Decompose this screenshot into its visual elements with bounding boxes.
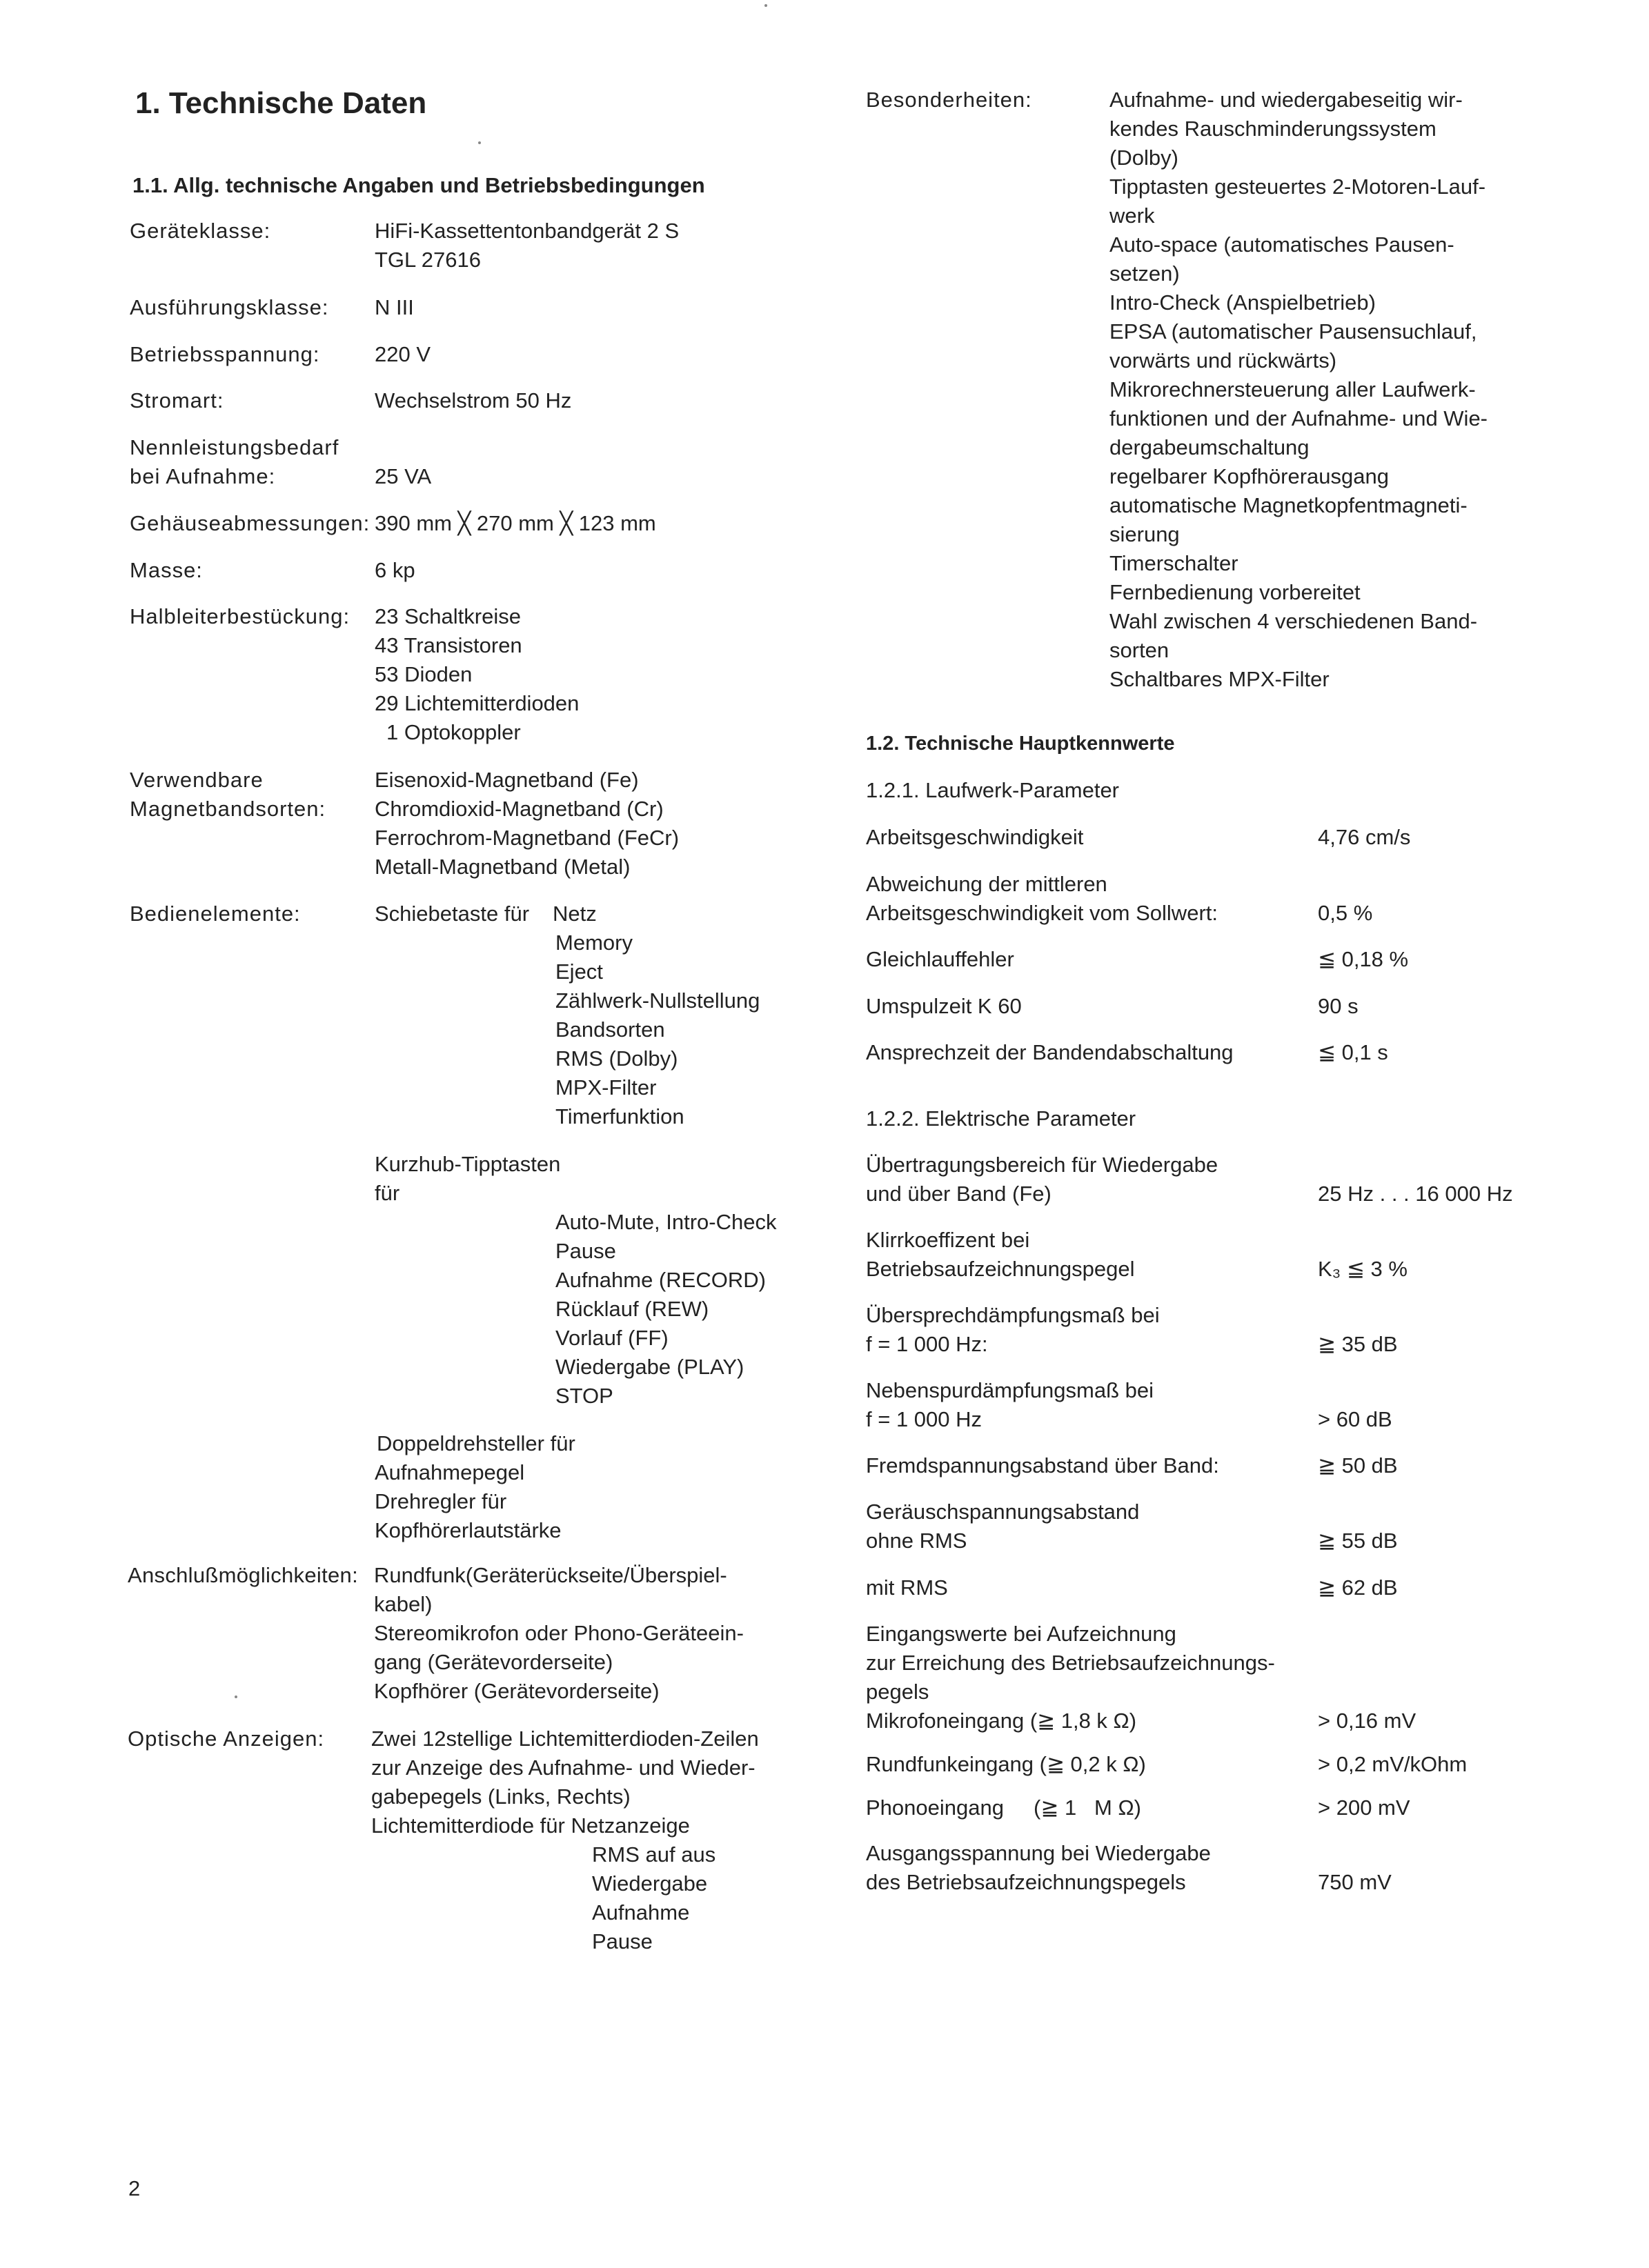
param-label: Ansprechzeit der Bandendabschaltung: [866, 1040, 1234, 1064]
spec-label: Anschlußmöglichkeiten:: [128, 1563, 358, 1587]
spec-label: Besonderheiten:: [866, 88, 1032, 112]
list-item: Bandsorten: [555, 1017, 665, 1042]
param-value: 4,76 cm/s: [1318, 825, 1411, 849]
param-label: Fremdspannungsabstand über Band:: [866, 1453, 1219, 1478]
param-label: Klirrkoeffizent bei: [866, 1228, 1030, 1252]
param-label: Rundfunkeingang (≧ 0,2 k Ω): [866, 1752, 1146, 1776]
feature-line: sorten: [1109, 638, 1169, 662]
spec-label: Verwendbare: [130, 768, 264, 792]
param-label: ohne RMS: [866, 1529, 967, 1553]
spec-value: Kopfhörer (Gerätevorderseite): [374, 1679, 660, 1703]
param-value: 0,5 %: [1318, 901, 1373, 925]
spec-value: Zwei 12stellige Lichtemitterdioden-Zeilen: [371, 1727, 759, 1751]
param-label: Arbeitsgeschwindigkeit vom Sollwert:: [866, 901, 1218, 925]
spec-value: N III: [375, 295, 414, 319]
spec-value: Ferrochrom-Magnetband (FeCr): [375, 826, 680, 850]
list-item: Auto-Mute, Intro-Check: [555, 1210, 777, 1234]
feature-line: funktionen und der Aufnahme- und Wie-: [1109, 406, 1488, 430]
param-value: K₃ ≦ 3 %: [1318, 1257, 1408, 1281]
spec-value: 25 VA: [375, 464, 432, 488]
spec-value: Chromdioxid-Magnetband (Cr): [375, 797, 664, 821]
scan-speck: [764, 4, 767, 7]
spec-label: Nennleistungsbedarf: [130, 435, 339, 459]
feature-line: kendes Rauschminderungssystem: [1109, 117, 1436, 141]
spec-value: 6 kp: [375, 558, 415, 582]
spec-value: Schiebetaste für: [375, 902, 530, 926]
param-label: Geräuschspannungsabstand: [866, 1500, 1140, 1524]
spec-value: TGL 27616: [375, 248, 481, 272]
list-item: Wiedergabe (PLAY): [555, 1355, 744, 1379]
feature-line: automatische Magnetkopfentmagneti-: [1109, 493, 1468, 517]
feature-line: regelbarer Kopfhörerausgang: [1109, 464, 1389, 488]
param-label: Betriebsaufzeichnungspegel: [866, 1257, 1135, 1281]
feature-line: Fernbedienung vorbereitet: [1109, 580, 1361, 604]
param-label: Phonoeingang (≧ 1 M Ω): [866, 1796, 1141, 1820]
subsection-heading: 1.2.2. Elektrische Parameter: [866, 1106, 1136, 1131]
param-value: > 0,16 mV: [1318, 1709, 1416, 1733]
param-value: > 60 dB: [1318, 1407, 1392, 1431]
param-label: und über Band (Fe): [866, 1182, 1051, 1206]
feature-line: werk: [1109, 203, 1155, 228]
spec-label: Stromart:: [130, 388, 224, 412]
list-item: Aufnahme: [592, 1900, 690, 1924]
param-label: f = 1 000 Hz: [866, 1407, 983, 1431]
feature-line: EPSA (automatischer Pausensuchlauf,: [1109, 319, 1477, 344]
spec-value: Kopfhörerlautstärke: [375, 1518, 562, 1542]
spec-label: Bedienelemente:: [130, 902, 301, 926]
page-number: 2: [128, 2176, 141, 2200]
param-value: ≧ 55 dB: [1318, 1529, 1398, 1553]
spec-value: Aufnahmepegel: [375, 1460, 525, 1484]
param-value: > 0,2 mV/kOhm: [1318, 1752, 1468, 1776]
param-label: Umspulzeit K 60: [866, 994, 1022, 1018]
list-item: Wiedergabe: [592, 1871, 708, 1896]
feature-line: (Dolby): [1109, 146, 1178, 170]
param-value: 25 Hz . . . 16 000 Hz: [1318, 1182, 1513, 1206]
spec-label: Magnetbandsorten:: [130, 797, 326, 821]
param-label: Eingangswerte bei Aufzeichnung: [866, 1622, 1176, 1646]
list-item: Netz: [553, 902, 597, 926]
spec-value: 1 Optokoppler: [386, 720, 521, 744]
param-value: ≧ 35 dB: [1318, 1332, 1398, 1356]
param-label: f = 1 000 Hz:: [866, 1332, 988, 1356]
subsection-heading: 1.2.1. Laufwerk-Parameter: [866, 778, 1120, 802]
spec-label: bei Aufnahme:: [130, 464, 276, 488]
feature-line: vorwärts und rückwärts): [1109, 348, 1337, 372]
feature-line: Auto-space (automatisches Pausen-: [1109, 232, 1454, 257]
feature-line: Wahl zwischen 4 verschiedenen Band-: [1109, 609, 1478, 633]
spec-value: Metall-Magnetband (Metal): [375, 855, 631, 879]
feature-line: Mikrorechnersteuerung aller Laufwerk-: [1109, 377, 1476, 401]
list-item: RMS (Dolby): [555, 1046, 678, 1071]
spec-label: Masse:: [130, 558, 203, 582]
param-value: ≧ 50 dB: [1318, 1453, 1398, 1478]
param-value: ≦ 0,1 s: [1318, 1040, 1388, 1064]
spec-value: Eisenoxid-Magnetband (Fe): [375, 768, 639, 792]
list-item: Timerfunktion: [555, 1104, 684, 1128]
param-label: Nebenspurdämpfungsmaß bei: [866, 1378, 1154, 1402]
spec-value: Kurzhub-Tipptasten: [375, 1152, 561, 1176]
param-label: Übersprechdämpfungsmaß bei: [866, 1303, 1160, 1327]
spec-value: gang (Gerätevorderseite): [374, 1650, 613, 1674]
spec-value: 23 Schaltkreise: [375, 604, 521, 628]
spec-label: Ausführungsklasse:: [130, 295, 329, 319]
list-item: Rücklauf (REW): [555, 1297, 709, 1321]
feature-line: Tipptasten gesteuertes 2-Motoren-Lauf-: [1109, 175, 1486, 199]
spec-value: 43 Transistoren: [375, 633, 522, 657]
list-item: MPX-Filter: [555, 1075, 657, 1100]
spec-label: Betriebsspannung:: [130, 342, 320, 366]
param-label: Abweichung der mittleren: [866, 872, 1107, 896]
list-item: STOP: [555, 1384, 613, 1408]
param-label: des Betriebsaufzeichnungspegels: [866, 1870, 1186, 1894]
spec-value: Lichtemitterdiode für Netzanzeige: [371, 1813, 690, 1838]
section-heading-1-2: 1.2. Technische Hauptkennwerte: [866, 733, 1175, 755]
spec-value: Stereomikrofon oder Phono-Geräteein-: [374, 1621, 744, 1645]
spec-value: 29 Lichtemitterdioden: [375, 691, 580, 715]
list-item: Vorlauf (FF): [555, 1326, 669, 1350]
param-value: 750 mV: [1318, 1870, 1392, 1894]
spec-label: Optische Anzeigen:: [128, 1727, 325, 1751]
param-label: Gleichlauffehler: [866, 947, 1014, 971]
list-item: Eject: [555, 959, 603, 984]
param-value: ≦ 0,18 %: [1318, 947, 1409, 971]
param-label: mit RMS: [866, 1575, 948, 1600]
list-item: Pause: [555, 1239, 616, 1263]
spec-value: 390 mm ╳ 270 mm ╳ 123 mm: [375, 511, 656, 535]
param-label: zur Erreichung des Betriebsaufzeichnungs-: [866, 1651, 1275, 1675]
param-label: Arbeitsgeschwindigkeit: [866, 825, 1084, 849]
feature-line: setzen): [1109, 261, 1180, 286]
param-label: Ausgangsspannung bei Wiedergabe: [866, 1841, 1211, 1865]
spec-value: zur Anzeige des Aufnahme- und Wieder-: [371, 1755, 756, 1780]
spec-label: Halbleiterbestückung:: [130, 604, 350, 628]
feature-line: dergabeumschaltung: [1109, 435, 1310, 459]
param-value: > 200 mV: [1318, 1796, 1410, 1820]
feature-line: Timerschalter: [1109, 551, 1238, 575]
scan-speck: [478, 141, 481, 144]
param-label: Übertragungsbereich für Wiedergabe: [866, 1153, 1218, 1177]
param-label: Mikrofoneingang (≧ 1,8 k Ω): [866, 1709, 1137, 1733]
list-item: Pause: [592, 1929, 653, 1953]
scan-speck: [235, 1695, 237, 1698]
feature-line: Schaltbares MPX-Filter: [1109, 667, 1330, 691]
feature-line: sierung: [1109, 522, 1180, 546]
list-item: RMS auf aus: [592, 1842, 716, 1867]
list-item: Memory: [555, 931, 633, 955]
feature-line: Intro-Check (Anspielbetrieb): [1109, 290, 1376, 315]
spec-value: 53 Dioden: [375, 662, 473, 686]
param-value: 90 s: [1318, 994, 1359, 1018]
spec-value: 220 V: [375, 342, 431, 366]
spec-value: HiFi-Kassettentonbandgerät 2 S: [375, 219, 680, 243]
spec-value: Doppeldrehsteller für: [377, 1431, 575, 1455]
spec-value: Drehregler für: [375, 1489, 507, 1513]
list-item: Aufnahme (RECORD): [555, 1268, 766, 1292]
spec-value: kabel): [374, 1592, 433, 1616]
page-title: 1. Technische Daten: [135, 86, 427, 120]
list-item: Zählwerk-Nullstellung: [555, 988, 760, 1013]
param-value: ≧ 62 dB: [1318, 1575, 1398, 1600]
spec-value: Rundfunk(Geräterückseite/Überspiel-: [374, 1563, 727, 1587]
spec-label: Gehäuseabmessungen:: [130, 511, 371, 535]
spec-value: gabepegels (Links, Rechts): [371, 1784, 631, 1809]
section-heading-1-1: 1.1. Allg. technische Angaben und Betriebsbedingungen: [132, 173, 705, 197]
spec-value: Wechselstrom 50 Hz: [375, 388, 572, 412]
param-label: pegels: [866, 1680, 929, 1704]
spec-value: für: [375, 1181, 400, 1205]
spec-label: Geräteklasse:: [130, 219, 271, 243]
feature-line: Aufnahme- und wiedergabeseitig wir-: [1109, 88, 1463, 112]
